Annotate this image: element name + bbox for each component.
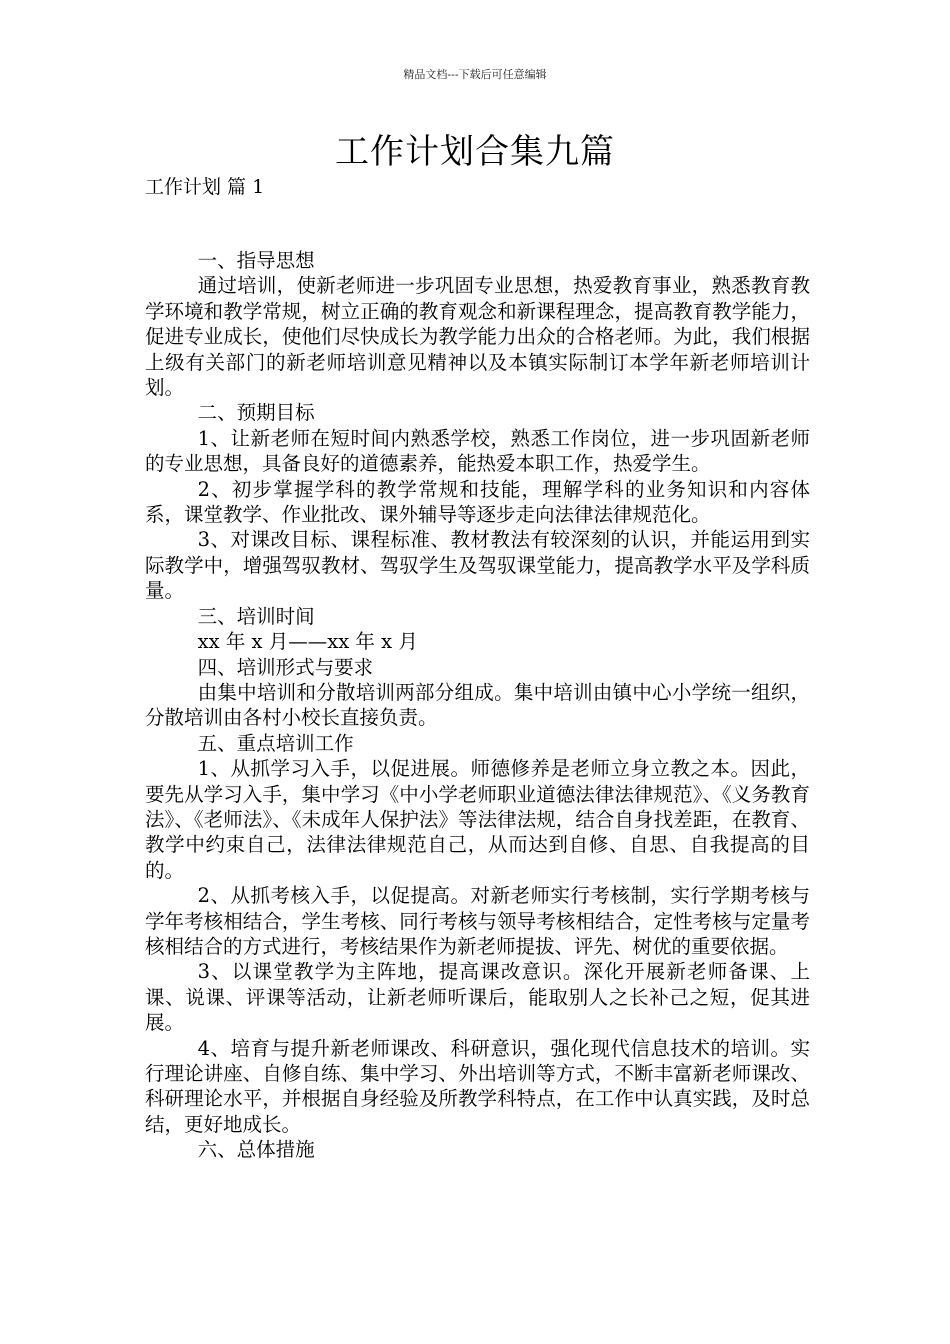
paragraph: 1、从抓学习入手，以促进展。师德修养是老师立身立教之本。因此，要先从学习入手，集中学习《中小学老师职业道德法律法律规范》、《义务教育法》、《老师法》、《未成年人保护法》等法律法规，结合自身找差距，在教育、教学中约束自己，法律法律规范自己，从而达到自修、自思、自我提高的目的。: [145, 757, 810, 882]
section-heading: 五、重点培训工作: [197, 731, 354, 755]
document-title: 工作计划合集九篇: [335, 132, 615, 172]
paragraph: 3、以课堂教学为主阵地，提高课改意识。深化开展新老师备课、上课、说课、评课等活动，让新老师听课后，能取别人之长补己之短，促其进展。: [145, 960, 810, 1035]
section-heading: 一、指导思想: [197, 249, 315, 272]
section-heading: 四、培训形式与要求: [197, 655, 374, 679]
document-body: [145, 248, 810, 1163]
section-heading: 二、预期目标: [197, 401, 315, 425]
paragraph: 4、培育与提升新老师课改、科研意识，强化现代信息技术的培训。实行理论讲座、自修自练、集中学习、外出培训等方式，不断丰富新老师课改、科研理论水平，并根据自身经验及所教学科特点，在工作中认真实践，及时总结，更好地成长。: [145, 1036, 810, 1136]
paragraph: xx 年 x 月——xx 年 x 月: [197, 630, 418, 654]
section-heading: 三、培训时间: [197, 604, 315, 628]
paragraph: 2、初步掌握学科的教学常规和技能，理解学科的业务知识和内容体系，课堂教学、作业批改、课外辅导等逐步走向法律法律规范化。: [145, 477, 810, 527]
paragraph: 1、让新老师在短时间内熟悉学校，熟悉工作岗位，进一步巩固新老师的专业思想，具备良好的道德素养，能热爱本职工作，热爱学生。: [145, 426, 810, 476]
document-subtitle: 工作计划 篇 1: [145, 176, 265, 198]
page-header: 精品文档---下载后可任意编辑: [403, 68, 547, 81]
paragraph: 2、从抓考核入手，以促提高。对新老师实行考核制，实行学期考核与学年考核相结合，学生考核、同行考核与领导考核相结合，定性考核与定量考核相结合的方式进行，考核结果作为新老师提拔、评先、树优的重要依据。: [145, 884, 810, 958]
paragraph: 由集中培训和分散培训两部分组成。集中培训由镇中心小学统一组织，分散培训由各村小校长直接负责。: [145, 680, 810, 730]
paragraph: 通过培训，使新老师进一步巩固专业思想，热爱教育事业，熟悉教育教学环境和教学常规，树立正确的教育观念和新课程理念，提高教育教学能力，促进专业成长，使他们尽快成长为教学能力出众的合格老师。为此，我们根据上级有关部门的新老师培训意见精神以及本镇实际制订本学年新老师培训计划。: [145, 274, 810, 400]
section-heading: 六、总体措施: [197, 1138, 315, 1162]
paragraph: 3、对课改目标、课程标准、教材教法有较深刻的认识，并能运用到实际教学中，增强驾驭教材、驾驭学生及驾驭课堂能力，提高教学水平及学科质量。: [145, 528, 810, 603]
